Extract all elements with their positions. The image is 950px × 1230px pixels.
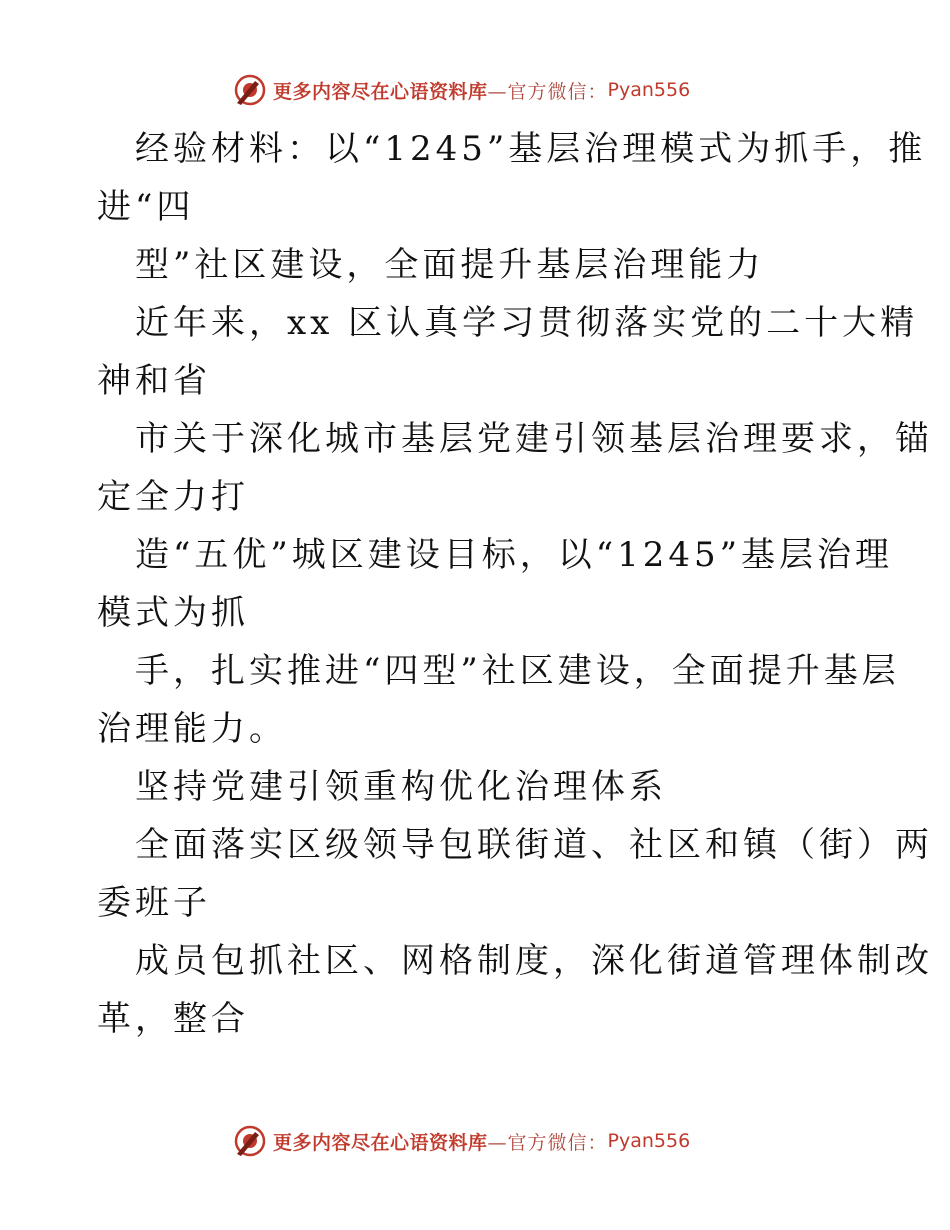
watermark-separator: —官方微信： [487,1131,608,1154]
watermark-wechat-id: Pyan556 [607,1130,691,1152]
paragraph-line: 市关于深化城市基层党建引领基层治理要求，锚 [135,419,933,459]
paragraph-line: 成员包抓社区、网格制度，深化街道管理体制改 [135,941,933,981]
paragraph-line: 手，扎实推进“四型”社区建设，全面提升基层 [135,651,900,691]
paragraph-line: 革，整合 [97,999,249,1039]
section-heading: 坚持党建引领重构优化治理体系 [135,767,667,807]
header-watermark [233,72,690,108]
paragraph-line: 委班子 [97,883,211,923]
paragraph-line: 造“五优”城区建设目标，以“1245”基层治理 [135,535,894,575]
pen-seal-logo-icon [233,1124,267,1158]
paragraph-line: 进“四 [97,187,195,227]
document-body [97,120,933,1048]
paragraph-line: 型”社区建设，全面提升基层治理能力 [135,245,765,285]
paragraph-line: 神和省 [97,361,211,401]
watermark-separator: —官方微信： [487,80,608,103]
watermark-title: 更多内容尽在心语资料库 [273,1131,488,1154]
footer-watermark [233,1123,690,1159]
paragraph-line: 全面落实区级领导包联街道、社区和镇（街）两 [135,825,933,865]
watermark-wechat-id: Pyan556 [607,79,691,101]
paragraph-line: 模式为抓 [97,593,249,633]
paragraph-line: 经验材料：以“1245”基层治理模式为抓手，推 [135,129,927,169]
paragraph-line: 治理能力。 [97,709,287,749]
paragraph-line: 近年来，xx 区认真学习贯彻落实党的二十大精 [135,303,919,343]
paragraph-line: 定全力打 [97,477,249,517]
watermark-title: 更多内容尽在心语资料库 [273,80,488,103]
pen-seal-logo-icon [233,73,267,107]
